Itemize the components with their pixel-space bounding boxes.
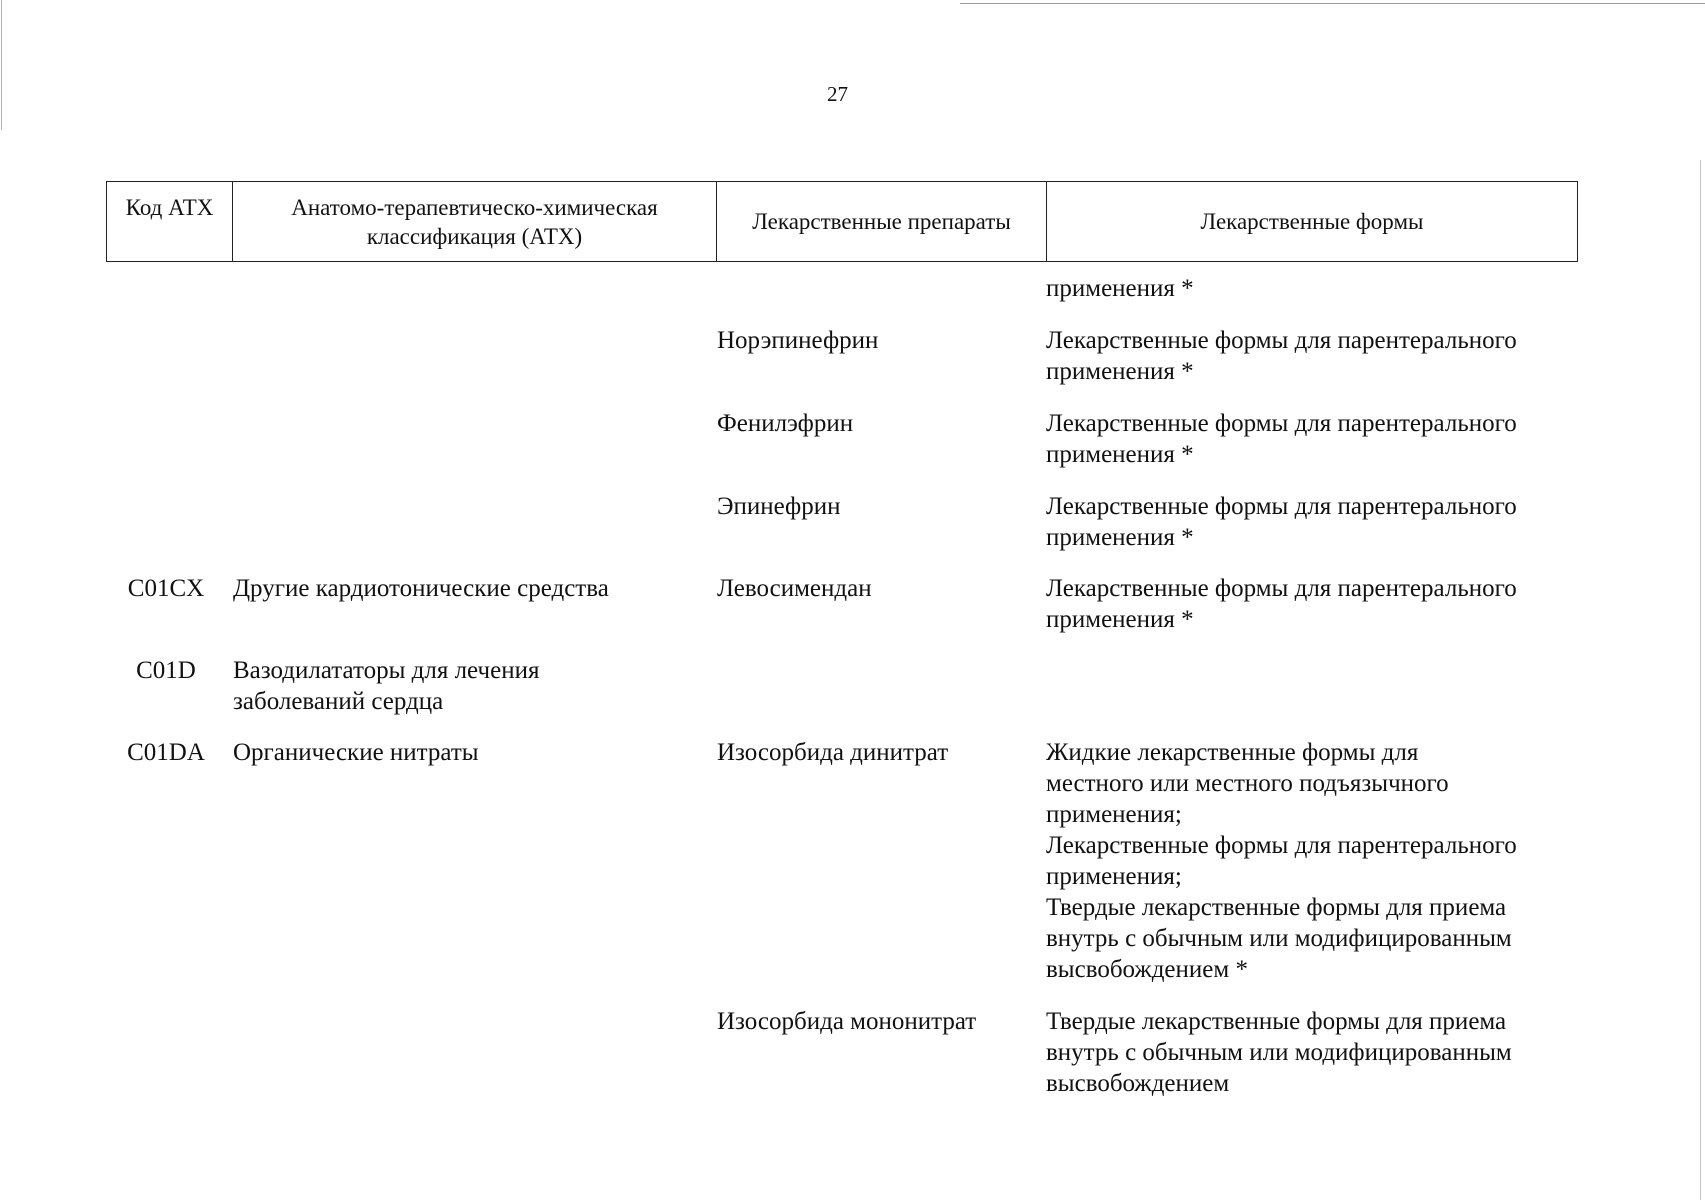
row-1-form: Лекарственные формы для парентерального применения *: [1046, 327, 1517, 385]
row-3-form: Лекарственные формы для парентерального применения *: [1046, 493, 1517, 551]
header-classification: [233, 182, 717, 261]
row-6-form: Жидкие лекарственные формы для местного или местного подъязычного применения; Лекарственные формы для парентерального применения; Твердые лекарственные формы для приема внутрь с обычным или модифицированным высвобождением *: [1046, 739, 1517, 983]
row-6-drug: Изосорбида динитрат: [717, 739, 949, 766]
header-drugs: Лекарственные препараты: [717, 182, 1047, 261]
row-7-form: Твердые лекарственные формы для приема внутрь с обычным или модифицированным высвобождением: [1046, 1008, 1512, 1097]
row-1-drug: Норэпинефрин: [717, 327, 879, 354]
row-6-code: C01DA: [127, 739, 205, 766]
header-code: Код АТХ: [107, 182, 233, 261]
row-0-form: применения *: [1046, 275, 1194, 302]
scan-edge-left: [1, 0, 2, 130]
row-3-drug: Эпинефрин: [717, 493, 841, 520]
row-4-code: C01CX: [127, 575, 205, 602]
row-5-code: C01D: [136, 657, 196, 684]
row-4-classification: Другие кардиотонические средства: [233, 575, 609, 602]
header-classification-text: Анатомо-терапевтическо-химическая классификация (АТХ): [291, 195, 658, 249]
row-4-form: Лекарственные формы для парентерального применения *: [1046, 575, 1517, 633]
row-5-classification: Вазодилататоры для лечения заболеваний сердца: [233, 657, 540, 715]
row-2-form: Лекарственные формы для парентерального применения *: [1046, 410, 1517, 468]
scan-edge-top: [960, 3, 1705, 4]
row-7-drug: Изосорбида мононитрат: [717, 1008, 977, 1035]
row-4-drug: Левосимендан: [717, 575, 872, 602]
table-header: [106, 181, 1578, 262]
row-2-drug: Фенилэфрин: [717, 410, 854, 437]
row-6-classification: Органические нитраты: [233, 739, 479, 766]
scan-edge-right: [1700, 160, 1701, 1200]
header-forms: Лекарственные формы: [1200, 209, 1424, 234]
page-number: 27: [827, 82, 848, 106]
